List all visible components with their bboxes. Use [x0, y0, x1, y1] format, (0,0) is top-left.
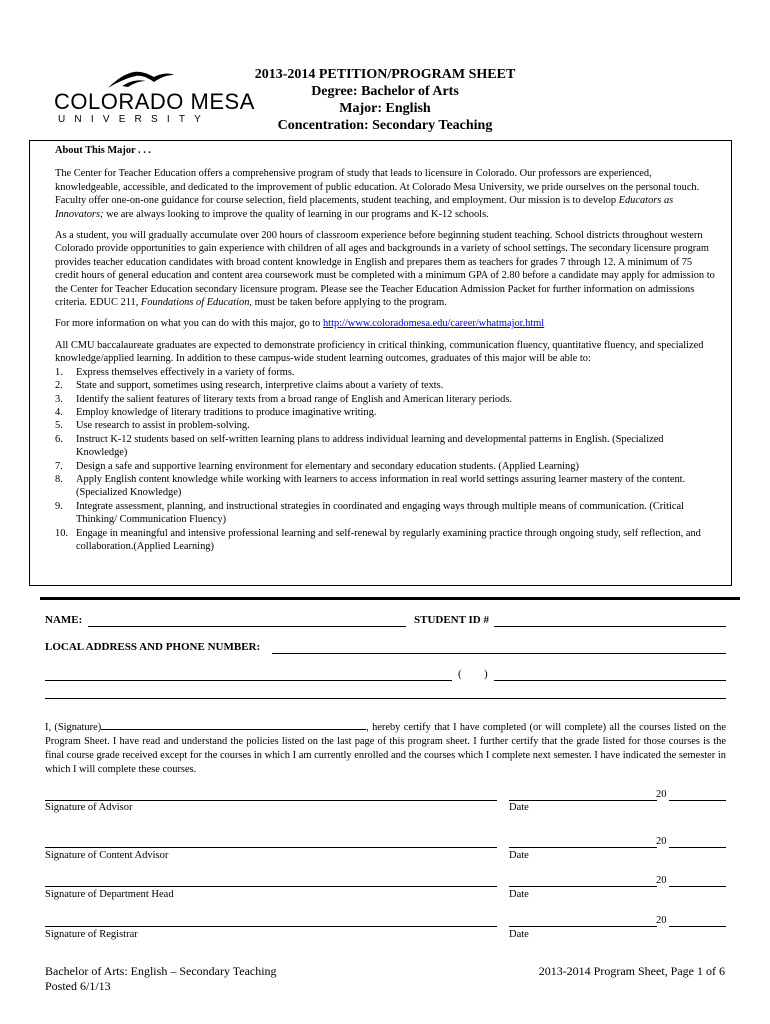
phone-area-close: ): [484, 668, 488, 680]
date-line[interactable]: [509, 847, 657, 848]
student-id-field[interactable]: [494, 626, 726, 627]
about-paragraph-1: The Center for Teacher Education offers a comprehensive program of study that leads to licensure in Colorado. Our professors are experienced, knowledgeable, accessible, and dedicated to the improvement of public education. At Colorado Mesa University, we pride ourselves on the personal touch. Faculty offer one-on-one guidance for course selection, field placements, student teaching, and employment. Our mission is to develop Educators as Innovators; we are always looking to improve the quality of learning in our programs and K-12 schools.: [55, 168, 700, 220]
concentration-line: Concentration: Secondary Teaching: [277, 118, 493, 133]
list-item: 3. Identify the salient features of literary texts from a broad range of English and American literary periods.: [55, 393, 512, 405]
document-header: [240, 66, 530, 134]
about-paragraph-4: All CMU baccalaureate graduates are expected to demonstrate proficiency in critical thinking, communication fluency, quantitative fluency, and specialized knowledge/applied learning. In addition to these campus-wide student learning outcomes, graduates of this major will be able to:: [55, 339, 704, 365]
footer-page-info: 2013-2014 Program Sheet, Page 1 of 6: [538, 964, 725, 978]
list-item: 4. Employ knowledge of literary traditions to produce imaginative writing.: [55, 406, 377, 418]
list-item: 10. Engage in meaningful and intensive professional learning and self-renewal by regularly examining practice through ongoing study, self reflection, and collaboration.(Applied Learning): [55, 527, 701, 552]
form-divider: [45, 698, 726, 699]
year-line[interactable]: [669, 926, 726, 927]
about-major-box: [29, 140, 732, 586]
university-logo: [50, 66, 255, 126]
about-label: About This Major . . .: [55, 145, 152, 156]
list-item: 2. State and support, sometimes using research, interpretive claims about a variety of texts.: [55, 380, 444, 392]
signature-line[interactable]: [45, 847, 497, 848]
list-item: 9. Integrate assessment, planning, and instructional strategies in coordinated and engaging ways through multiple means of communication. (Critical Thinking/ Communication Fluency): [55, 500, 684, 526]
career-link[interactable]: http://www.coloradomesa.edu/career/whatmajor.html: [322, 318, 545, 330]
date-line[interactable]: [509, 886, 657, 887]
student-id-label: STUDENT ID #: [414, 614, 489, 626]
phone-field[interactable]: [494, 680, 726, 681]
signature-label: Signature of Department Head: [45, 889, 174, 900]
date-label: Date: [509, 889, 529, 900]
year-prefix: 20: [656, 875, 667, 886]
signature-label: Signature of Content Advisor: [45, 850, 169, 861]
list-item: 1. Express themselves effectively in a variety of forms.: [55, 366, 295, 378]
signature-line[interactable]: [45, 886, 497, 887]
name-label: NAME:: [45, 614, 83, 626]
year-line[interactable]: [669, 800, 726, 801]
list-item: 5. Use research to assist in problem-solving.: [55, 420, 250, 432]
date-line[interactable]: [509, 800, 657, 801]
date-label: Date: [509, 850, 529, 861]
date-label: Date: [509, 802, 529, 813]
list-item: 6. Instruct K-12 students based on self-written learning plans to address individual learning and developmental patterns in English. (Specialized Knowledge): [55, 433, 664, 459]
year-prefix: 20: [656, 915, 667, 926]
footer-posted: Posted 6/1/13: [45, 979, 111, 993]
about-paragraph-3: For more information on what you can do with this major, go to http://www.coloradomesa.edu/career/whatmajor.html: [55, 318, 545, 330]
logo-name: COLORADO MESA: [54, 89, 255, 114]
date-label: Date: [509, 929, 529, 940]
year-line[interactable]: [669, 886, 726, 887]
section-divider: [40, 597, 740, 600]
signature-label: Signature of Advisor: [45, 802, 133, 813]
degree-line: Degree: Bachelor of Arts: [311, 84, 459, 99]
address-field[interactable]: [272, 653, 726, 654]
major-line: Major: English: [339, 101, 431, 116]
list-item: 8. Apply English content knowledge while working with learners to access information in real world settings assuring learner mastery of the content. (Specialized Knowledge): [55, 473, 686, 499]
footer-left: [45, 964, 277, 994]
address-label: LOCAL ADDRESS AND PHONE NUMBER:: [45, 641, 261, 653]
date-line[interactable]: [509, 926, 657, 927]
signature-line[interactable]: [45, 926, 497, 927]
signature-field[interactable]: [101, 719, 366, 730]
phone-area-open: (: [458, 668, 462, 680]
signature-line[interactable]: [45, 800, 497, 801]
footer-program: Bachelor of Arts: English – Secondary Teaching: [45, 964, 277, 978]
signature-label: Signature of Registrar: [45, 929, 138, 940]
learning-outcomes-list: [55, 366, 715, 554]
year-line[interactable]: [669, 847, 726, 848]
year-prefix: 20: [656, 836, 667, 847]
year-prefix: 20: [656, 789, 667, 800]
about-paragraph-2: As a student, you will gradually accumulate over 200 hours of classroom experience before beginning student teaching. School districts throughout western Colorado provide opportunities to gain experience with children of all ages and backgrounds in a variety of school settings. The secondary licensure program provides teacher education candidates with broad content knowledge in English and prepares them as teachers for grades 7 through 12. A minimum of 75 credit hours of general education and content area coursework must be completed with a minimum GPA of 2.80 before a candidate may apply for admission to the Center for Teacher Education secondary licensure program. Please see the Teacher Education Admission Packet for further information on admissions criteria. EDUC 211, Foundations of Education, must be taken before applying to the program.: [55, 230, 715, 309]
name-field[interactable]: [88, 626, 406, 627]
address-field-line-2[interactable]: [45, 680, 452, 681]
document-title: 2013-2014 PETITION/PROGRAM SHEET: [254, 67, 516, 82]
list-item: 7. Design a safe and supportive learning environment for elementary and secondary education students. (Applied Learning): [55, 460, 579, 472]
certification-paragraph: I, (Signature) , hereby certify that I have completed (or will complete) all the courses listed on the Program Sheet. I have read and understand the policies listed on the last page of this program sheet. I further certify that the grade listed for those courses is the final course grade received except for the courses in which I am currently enrolled and the courses which I complete next semester. I have indicated the semester in which I will complete these courses.: [45, 719, 726, 777]
logo-subtitle: UNIVERSITY: [58, 114, 211, 125]
